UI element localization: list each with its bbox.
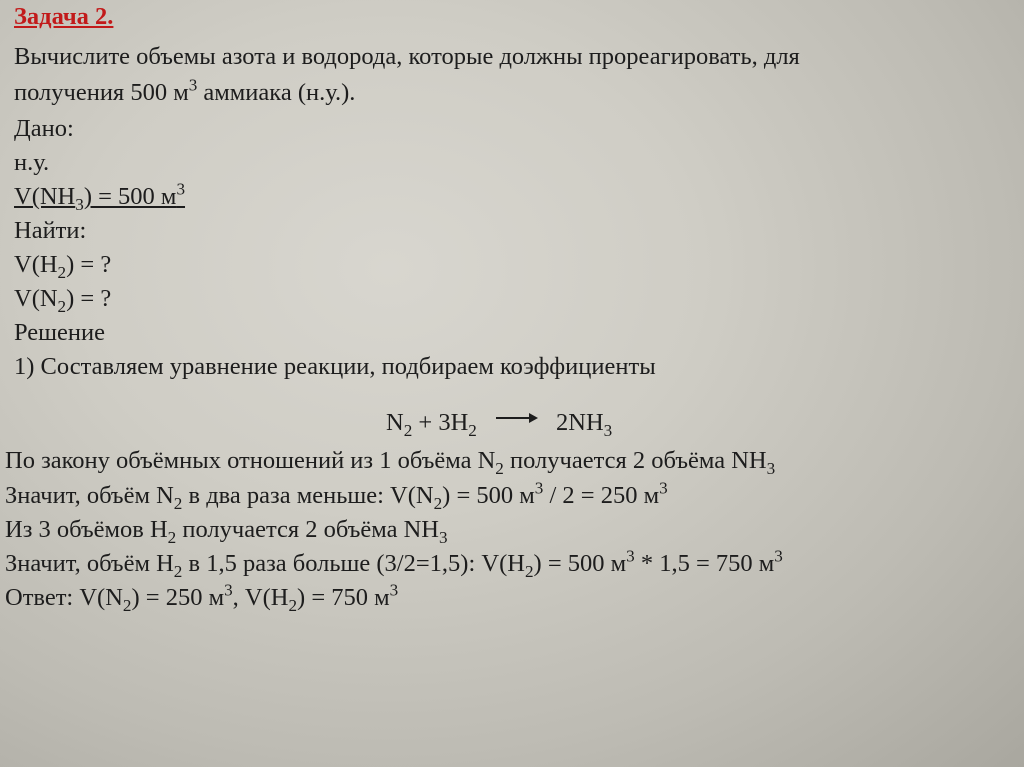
problem-line-1: Вычислите объемы азота и водорода, которые должны прореагировать, для [14,43,800,70]
equation-reactants: $N_2 + 3H_2$ [386,409,477,440]
solution-line-3: Из 3 объёмов $H_2$ получается 2 объёма $NH_3$ [5,516,448,547]
solution-line-4: Значит, объём $H_2$ в 1,5 раза больше (3/2=1,5): $V(H_2) = 500$ $м^3 * 1,5 = 750$ $м^3$ [5,546,783,581]
find-h2: $V(H_2)$ = ? [14,251,112,282]
solution-heading: Решение [14,319,106,346]
answer-line: Ответ: $V(N_2) = 250$ $м^3$, $V(H_2) = 750$ $м^3$ [5,580,399,615]
reaction-arrow-icon [495,411,539,425]
problem-line-2: получения 500 $м^3$ аммиака (н.у.). [14,75,356,106]
given-volume: $V(NH_3) = 500$ $м^3$ [14,179,186,214]
given-heading: Дано: [14,115,74,142]
given-conditions: н.у. [14,149,50,176]
solution-line-1: По закону объёмных отношений из 1 объёма $N_2$ получается 2 объёма $NH_3$ [5,447,776,478]
solution-step-1: 1) Составляем уравнение реакции, подбираем коэффициенты [14,353,656,380]
task-title: Задача 2. [14,3,114,30]
find-heading: Найти: [14,217,87,244]
solution-line-2: Значит, объём $N_2$ в два раза меньше: $V(N_2) = 500$ $м^3 / 2 = 250$ $м^3$ [5,478,668,513]
equation-product: $2NH_3$ [556,409,613,440]
find-n2: $V(N_2)$ = ? [14,285,112,316]
